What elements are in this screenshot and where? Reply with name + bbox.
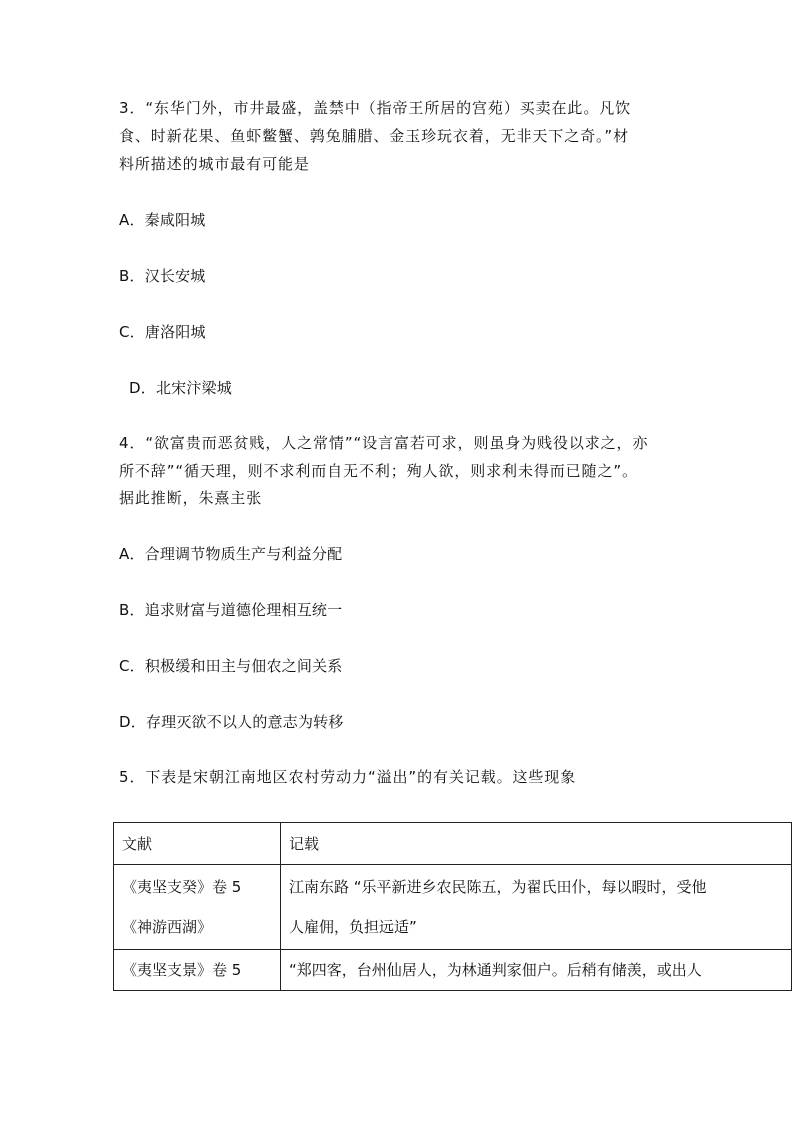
question-4-stem-line-2: 所不辞”“循天理，则不求利而自无不利；殉人欲，则求利未得而已随之”。 — [119, 462, 638, 480]
table-cell-record: “郑四客，台州仙居人，为林通判家佃户。后稍有储羡，或出人 — [289, 961, 702, 979]
question-4-number: 4． — [119, 434, 146, 452]
question-3-stem-line-1: 3．“东华门外，市井最盛，盖禁中（指帝王所居的宫苑）买卖在此。凡饮 — [119, 99, 632, 117]
question-4-option-b[interactable]: B．追求财富与道德伦理相互统一 — [119, 601, 343, 619]
table-header-row — [114, 823, 792, 865]
question-5-stem: 5．下表是宋朝江南地区农村劳动力“溢出”的有关记载。这些现象 — [119, 768, 577, 786]
table-cell-record: 江南东路 “乐平新进乡农民陈五，为翟氏田仆，每以暇时，受他 — [289, 878, 707, 896]
table-row — [114, 865, 792, 950]
question-4-option-c[interactable]: C．积极缓和田主与佃农之间关系 — [119, 657, 343, 675]
question-3-option-a[interactable]: A．秦咸阳城 — [119, 211, 206, 229]
question-4-option-d[interactable]: D．存理灭欲不以人的意志为转移 — [119, 713, 344, 731]
table-cell-source: 《夷坚支癸》卷 5 — [122, 878, 242, 896]
table-cell-source: 《夷坚支景》卷 5 — [122, 961, 242, 979]
question-3-option-c[interactable]: C．唐洛阳城 — [119, 323, 206, 341]
question-4-option-a[interactable]: A．合理调节物质生产与利益分配 — [119, 545, 343, 563]
table-header-record: 记载 — [289, 835, 320, 853]
question-3-number: 3． — [119, 99, 146, 117]
question-4-stem-line-1: 4．“欲富贵而恶贫贱，人之常情”“设言富若可求，则虽身为贱役以求之，亦 — [119, 434, 649, 452]
records-table — [113, 822, 792, 991]
question-3-stem-line-3: 料所描述的城市最有可能是 — [119, 155, 310, 173]
question-3-stem-line-2: 食、时新花果、鱼虾鳖蟹、鹑兔脯腊、金玉珍玩衣着，无非天下之奇。”材 — [119, 127, 629, 145]
question-3-option-d[interactable]: D．北宋汴梁城 — [129, 379, 232, 397]
question-5-number: 5． — [119, 768, 146, 786]
question-3-option-b[interactable]: B．汉长安城 — [119, 267, 206, 285]
table-row — [114, 950, 792, 991]
table-header-source: 文献 — [122, 835, 153, 853]
question-4-stem-line-3: 据此推断，朱熹主张 — [119, 489, 263, 507]
table-cell-source: 《神游西湖》 — [122, 918, 213, 936]
table-cell-record: 人雇佣，负担远适” — [289, 918, 417, 936]
